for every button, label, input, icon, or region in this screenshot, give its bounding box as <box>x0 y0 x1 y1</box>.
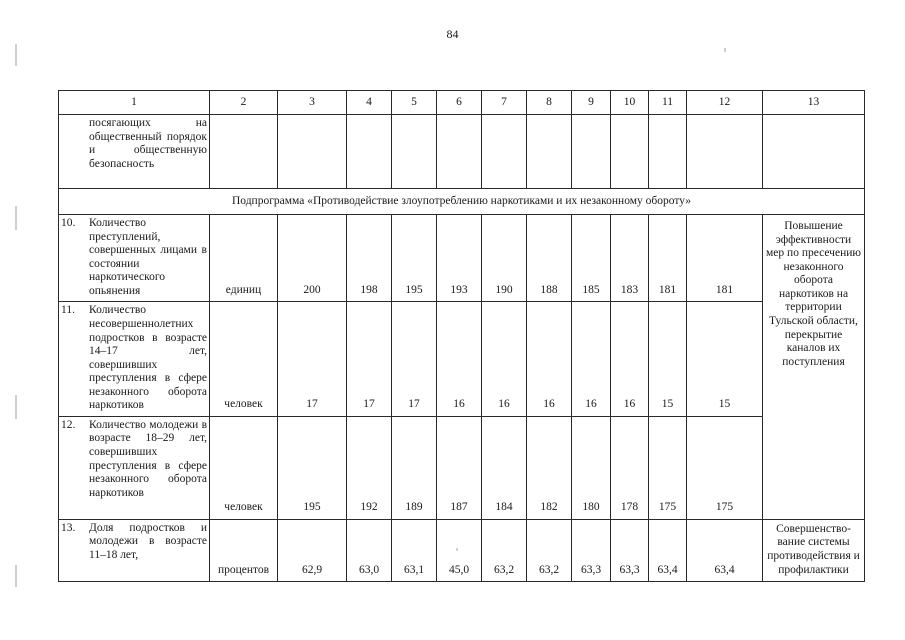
unit-cell: единиц <box>210 215 278 302</box>
indicator-label-cell <box>59 519 210 581</box>
column-header: 8 <box>527 91 572 115</box>
value-cell: 182 <box>527 416 572 519</box>
indicator-label: Количество молодежи в возрасте 18–29 лет, совершивших преступления в сфере незаконного оборота наркотиков <box>89 418 207 499</box>
continued-row <box>59 115 865 189</box>
value-cell: 15 <box>687 302 763 417</box>
indicator-label-cell <box>59 302 210 417</box>
value-cell: 188 <box>527 215 572 302</box>
value-cell: 63,4 <box>649 519 687 581</box>
value-cell: 178 <box>611 416 649 519</box>
value-cell: 17 <box>392 302 437 417</box>
unit-cell: процентов <box>210 519 278 581</box>
value-cell: 62,9 <box>278 519 347 581</box>
row-number: 11. <box>61 304 75 317</box>
table-row <box>59 215 865 302</box>
column-header: 11 <box>649 91 687 115</box>
value-cell: 16 <box>482 302 527 417</box>
expected-result-cell: Повышение эффективности мер по пресечению незаконного оборота наркотиков на территории Тульской области, перекрытие каналов их поступления <box>763 215 865 520</box>
value-cell: 185 <box>572 215 611 302</box>
scan-speck <box>724 48 726 52</box>
value-cell: 192 <box>347 416 392 519</box>
row-number: 13. <box>61 521 76 534</box>
value-cell: 195 <box>392 215 437 302</box>
indicator-label: Количество несовершеннолетних подростков в возрасте 14–17 лет, совершивших преступления в сфере незаконного оборота наркотиков <box>89 304 207 412</box>
table-row <box>59 416 865 519</box>
table-row <box>59 302 865 417</box>
column-header: 1 <box>59 91 210 115</box>
value-cell: 180 <box>572 416 611 519</box>
value-cell: 63,2 <box>482 519 527 581</box>
indicator-label: Доля подростков и молодежи в возрасте 11–18 лет, <box>89 521 207 561</box>
unit-cell: человек <box>210 302 278 417</box>
indicator-label: посягающих на общественный порядок и общественную безопасность <box>89 117 207 170</box>
column-header: 13 <box>763 91 865 115</box>
value-cell: 17 <box>347 302 392 417</box>
value-cell: 175 <box>649 416 687 519</box>
value-cell: 16 <box>611 302 649 417</box>
value-cell: 181 <box>687 215 763 302</box>
value-cell: 45,0 <box>437 519 482 581</box>
table-row <box>59 519 865 581</box>
column-header: 9 <box>572 91 611 115</box>
value-cell: 16 <box>572 302 611 417</box>
page-number: 84 <box>446 27 459 41</box>
value-cell: 193 <box>437 215 482 302</box>
value-cell: 200 <box>278 215 347 302</box>
indicator-label-cell <box>59 416 210 519</box>
subprogram-row <box>59 189 865 215</box>
indicator-label-cell <box>59 215 210 302</box>
unit-cell: человек <box>210 416 278 519</box>
row-number: 10. <box>61 217 76 229</box>
value-cell: 198 <box>347 215 392 302</box>
value-cell: 63,2 <box>527 519 572 581</box>
column-header: 10 <box>611 91 649 115</box>
value-cell: 63,3 <box>611 519 649 581</box>
value-cell: 63,0 <box>347 519 392 581</box>
column-header: 2 <box>210 91 278 115</box>
scan-margin-mark <box>15 395 17 419</box>
value-cell: 181 <box>649 215 687 302</box>
value-cell: 184 <box>482 416 527 519</box>
value-cell: 15 <box>649 302 687 417</box>
value-cell: 63,4 <box>687 519 763 581</box>
column-header: 12 <box>687 91 763 115</box>
value-cell: 16 <box>527 302 572 417</box>
value-cell: 175 <box>687 416 763 519</box>
scan-speck <box>456 548 458 551</box>
scan-margin-mark <box>15 206 17 230</box>
scan-margin-mark <box>15 565 17 587</box>
value-cell: 63,3 <box>572 519 611 581</box>
value-cell: 195 <box>278 416 347 519</box>
value-cell: 190 <box>482 215 527 302</box>
column-header: 5 <box>392 91 437 115</box>
column-number-row <box>59 91 865 115</box>
indicator-label-cell <box>59 115 210 189</box>
column-header: 3 <box>278 91 347 115</box>
scan-margin-mark <box>15 44 17 66</box>
value-cell: 17 <box>278 302 347 417</box>
column-header: 4 <box>347 91 392 115</box>
value-cell: 63,1 <box>392 519 437 581</box>
column-header: 7 <box>482 91 527 115</box>
subprogram-title: Подпрограмма «Противодействие злоупотреблению наркотиками и их незаконному обороту» <box>59 189 865 215</box>
value-cell: 16 <box>437 302 482 417</box>
indicators-table <box>58 90 865 582</box>
expected-result-cell: Совершенство-вание системы противодействия и профилактики <box>763 519 865 581</box>
value-cell: 187 <box>437 416 482 519</box>
value-cell: 183 <box>611 215 649 302</box>
value-cell: 189 <box>392 416 437 519</box>
row-number: 12. <box>61 418 76 431</box>
indicator-label: Количество преступлений, совершенных лицами в состоянии наркотического опьянения <box>89 217 207 297</box>
column-header: 6 <box>437 91 482 115</box>
